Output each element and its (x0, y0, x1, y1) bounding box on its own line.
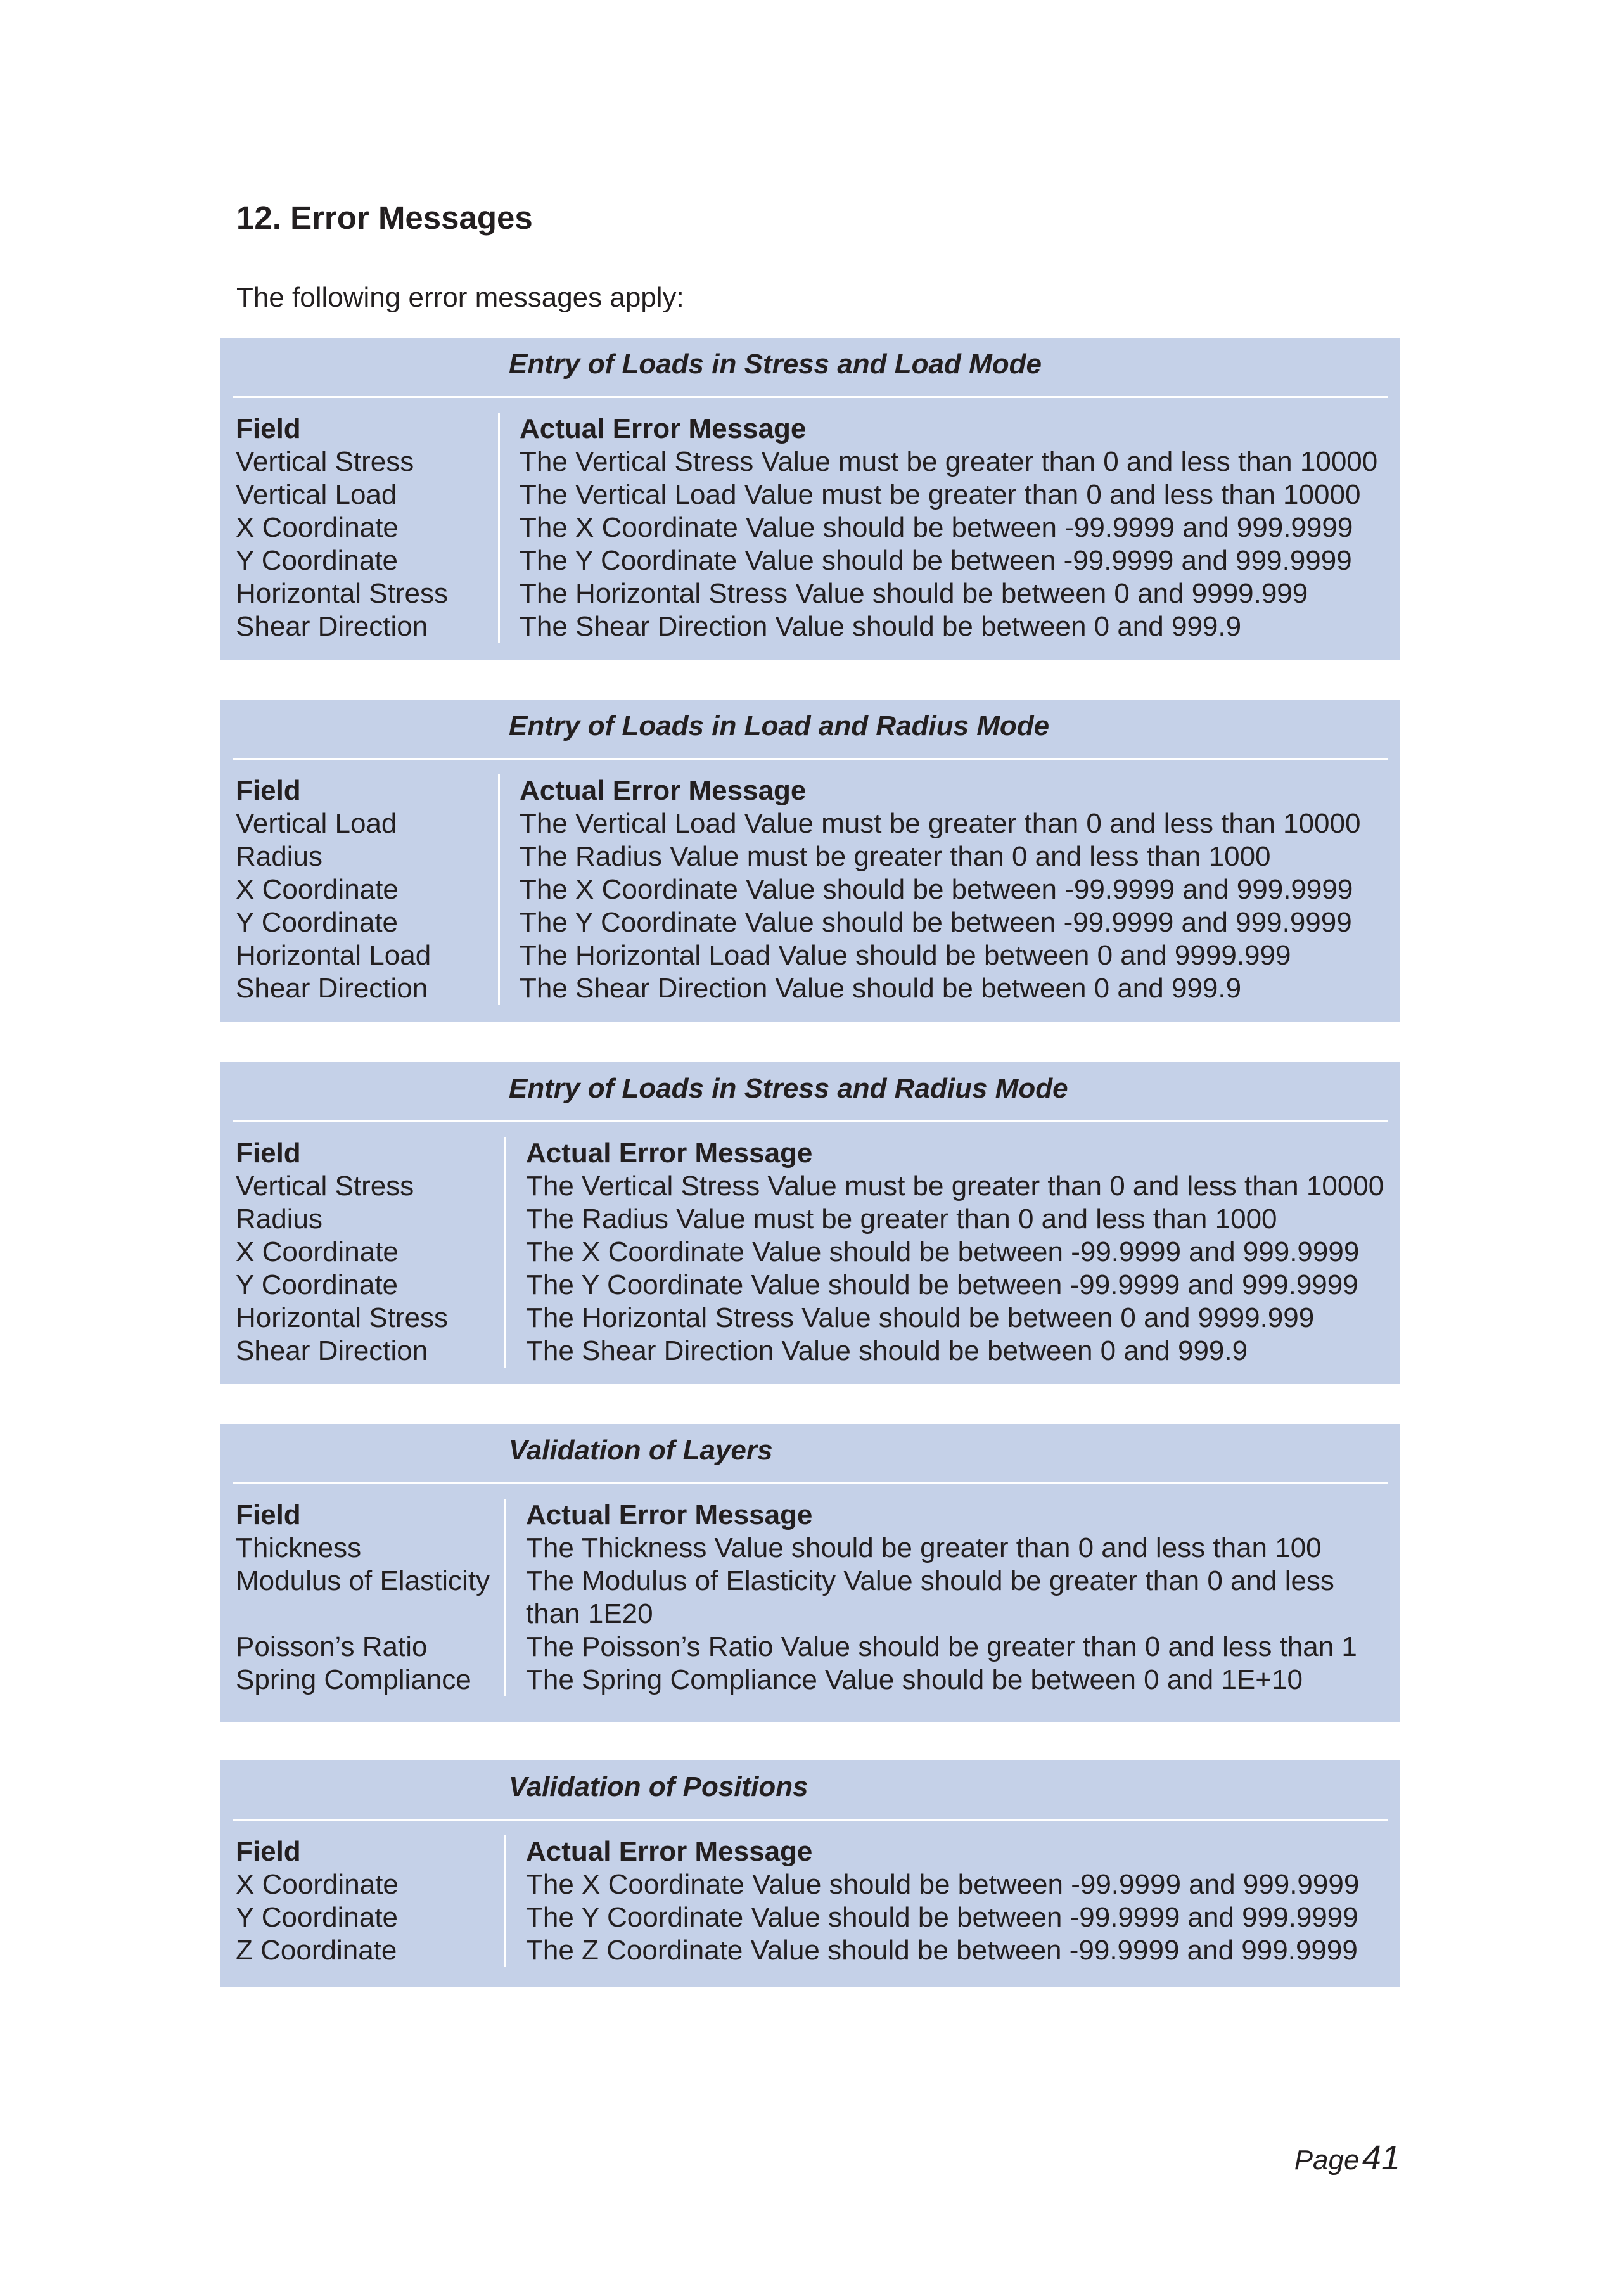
error-table-row (236, 972, 1388, 1005)
field-cell: Y Coordinate (236, 545, 399, 576)
error-table-row (236, 1170, 1388, 1203)
error-table-row (236, 446, 1388, 478)
error-table-row (236, 1631, 1388, 1664)
error-table-row (236, 610, 1388, 643)
message-cell: The Horizontal Load Value should be between 0 and 9999.999 (498, 939, 1388, 972)
field-cell: Radius (236, 841, 322, 872)
error-table (220, 1424, 1400, 1722)
message-cell: The Y Coordinate Value should be between -99.9999 and 999.9999 (504, 1901, 1388, 1934)
message-column-header: Actual Error Message (498, 774, 1388, 807)
message-cell: The X Coordinate Value should be between -99.9999 and 999.9999 (504, 1868, 1388, 1901)
message-column-header: Actual Error Message (504, 1499, 1388, 1532)
error-table-row (236, 1868, 1388, 1901)
error-table-header-row (236, 413, 1388, 446)
message-cell: The Vertical Stress Value must be greater than 0 and less than 10000 (498, 446, 1388, 478)
error-table-row (236, 1236, 1388, 1269)
intro-text: The following error messages apply: (236, 282, 684, 313)
error-table-row (236, 1269, 1388, 1302)
error-table-header-row (236, 1499, 1388, 1532)
field-cell: Vertical Load (236, 479, 397, 510)
field-cell: Horizontal Stress (236, 1302, 449, 1333)
field-cell: Horizontal Load (236, 940, 431, 971)
message-column-header: Actual Error Message (504, 1137, 1388, 1170)
field-cell: Y Coordinate (236, 1269, 399, 1300)
page-title: 12. Error Messages (236, 200, 533, 236)
message-cell: The X Coordinate Value should be between -99.9999 and 999.9999 (498, 873, 1388, 906)
error-table-row (236, 511, 1388, 544)
error-table (220, 1062, 1400, 1384)
error-table-divider (233, 1819, 1388, 1821)
error-table-row (236, 1664, 1388, 1696)
error-table-row (236, 577, 1388, 610)
message-cell: The Horizontal Stress Value should be between 0 and 9999.999 (504, 1302, 1388, 1335)
page-number-label: Page (1294, 2145, 1360, 2176)
field-cell: Shear Direction (236, 611, 428, 642)
message-cell: The Y Coordinate Value should be between -99.9999 and 999.9999 (498, 906, 1388, 939)
error-table-row (236, 906, 1388, 939)
field-column-header: Field (236, 413, 301, 444)
error-table-body (236, 774, 1388, 1005)
field-cell: Shear Direction (236, 973, 428, 1004)
field-cell: Modulus of Elasticity (236, 1565, 490, 1596)
error-table-title: Entry of Loads in Stress and Radius Mode (509, 1073, 1068, 1104)
error-table-row (236, 1532, 1388, 1565)
message-cell: The Shear Direction Value should be between 0 and 999.9 (498, 972, 1388, 1005)
field-cell: Poisson’s Ratio (236, 1631, 428, 1662)
field-cell: Spring Compliance (236, 1664, 471, 1695)
field-cell: X Coordinate (236, 1869, 399, 1900)
field-column-header: Field (236, 1499, 301, 1530)
field-cell: Thickness (236, 1532, 362, 1563)
message-cell: The Shear Direction Value should be between 0 and 999.9 (498, 610, 1388, 643)
error-table-row (236, 1901, 1388, 1934)
error-table-row (236, 1934, 1388, 1967)
error-table-title: Validation of Layers (509, 1435, 773, 1466)
page-number (1294, 2141, 1400, 2175)
error-table-row (236, 1302, 1388, 1335)
field-cell: X Coordinate (236, 1236, 399, 1267)
error-table-row (236, 939, 1388, 972)
message-cell: The Vertical Load Value must be greater than 0 and less than 10000 (498, 478, 1388, 511)
message-cell: The Shear Direction Value should be between 0 and 999.9 (504, 1335, 1388, 1368)
message-cell: The Vertical Stress Value must be greater than 0 and less than 10000 (504, 1170, 1388, 1203)
error-table-row (236, 1565, 1388, 1631)
error-table-body (236, 1835, 1388, 1967)
field-cell: Radius (236, 1203, 322, 1235)
error-table-divider (233, 1120, 1388, 1122)
error-table-body (236, 1499, 1388, 1696)
field-cell: X Coordinate (236, 512, 399, 543)
message-cell: The Modulus of Elasticity Value should be greater than 0 and less than 1E20 (504, 1565, 1388, 1631)
field-column-header: Field (236, 1138, 301, 1169)
error-table (220, 700, 1400, 1022)
error-table-row (236, 873, 1388, 906)
message-cell: The Horizontal Stress Value should be between 0 and 9999.999 (498, 577, 1388, 610)
field-cell: Shear Direction (236, 1335, 428, 1366)
field-cell: Vertical Stress (236, 446, 414, 477)
error-table-title: Entry of Loads in Load and Radius Mode (509, 710, 1050, 741)
message-cell: The X Coordinate Value should be between -99.9999 and 999.9999 (504, 1236, 1388, 1269)
error-table (220, 338, 1400, 660)
field-column-header: Field (236, 1836, 301, 1867)
message-cell: The X Coordinate Value should be between -99.9999 and 999.9999 (498, 511, 1388, 544)
message-cell: The Z Coordinate Value should be between -99.9999 and 999.9999 (504, 1934, 1388, 1967)
field-cell: Vertical Stress (236, 1170, 414, 1202)
field-column-header: Field (236, 775, 301, 806)
message-cell: The Poisson’s Ratio Value should be greater than 0 and less than 1 (504, 1631, 1388, 1664)
field-cell: X Coordinate (236, 874, 399, 905)
error-table-row (236, 1335, 1388, 1368)
error-table-row (236, 478, 1388, 511)
error-table (220, 1760, 1400, 1987)
field-cell: Y Coordinate (236, 907, 399, 938)
error-table-row (236, 1203, 1388, 1236)
page-number-value: 41 (1362, 2139, 1400, 2177)
error-table-header-row (236, 774, 1388, 807)
error-table-row (236, 840, 1388, 873)
error-table-title: Entry of Loads in Stress and Load Mode (509, 349, 1042, 380)
error-table-body (236, 413, 1388, 643)
message-column-header: Actual Error Message (498, 413, 1388, 446)
message-cell: The Y Coordinate Value should be between -99.9999 and 999.9999 (504, 1269, 1388, 1302)
message-cell: The Y Coordinate Value should be between -99.9999 and 999.9999 (498, 544, 1388, 577)
field-cell: Horizontal Stress (236, 578, 449, 609)
message-cell: The Thickness Value should be greater than 0 and less than 100 (504, 1532, 1388, 1565)
error-table-header-row (236, 1835, 1388, 1868)
message-cell: The Vertical Load Value must be greater than 0 and less than 10000 (498, 807, 1388, 840)
error-table-divider (233, 758, 1388, 760)
field-cell: Vertical Load (236, 808, 397, 839)
field-cell: Y Coordinate (236, 1902, 399, 1933)
message-cell: The Radius Value must be greater than 0 and less than 1000 (504, 1203, 1388, 1236)
error-table-body (236, 1137, 1388, 1368)
error-table-header-row (236, 1137, 1388, 1170)
error-table-title: Validation of Positions (509, 1771, 808, 1802)
error-table-row (236, 807, 1388, 840)
error-table-divider (233, 1482, 1388, 1484)
message-cell: The Spring Compliance Value should be between 0 and 1E+10 (504, 1664, 1388, 1696)
field-cell: Z Coordinate (236, 1935, 397, 1966)
error-table-divider (233, 396, 1388, 398)
message-column-header: Actual Error Message (504, 1835, 1388, 1868)
error-table-row (236, 544, 1388, 577)
message-cell: The Radius Value must be greater than 0 and less than 1000 (498, 840, 1388, 873)
